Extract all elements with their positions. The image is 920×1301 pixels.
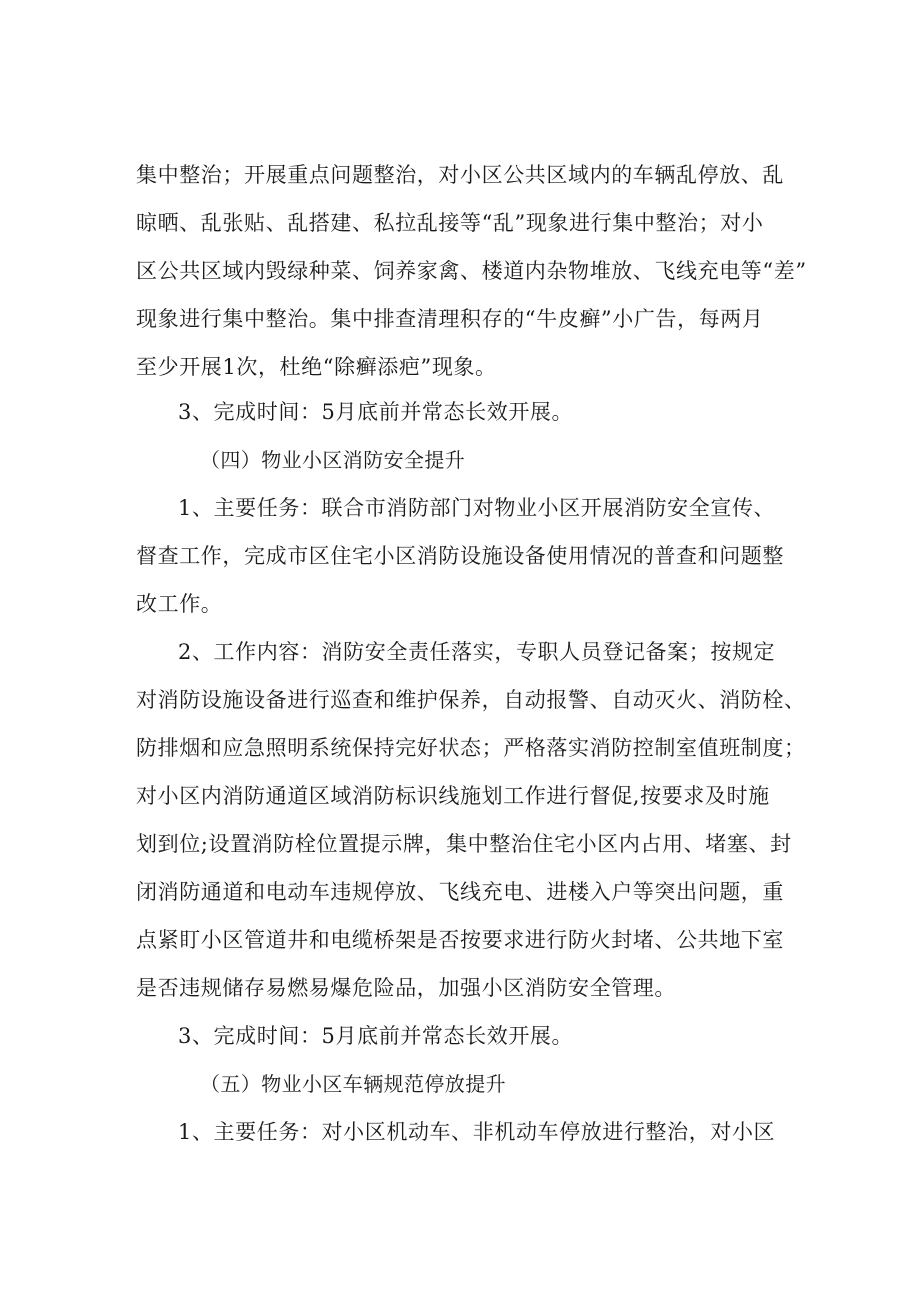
body-line: 晾晒、乱张贴、乱搭建、私拉乱接等“乱”现象进行集中整治；对小 bbox=[136, 211, 764, 235]
body-line: 闭消防通道和电动车违规停放、飞线充电、进楼入户等突出问题，重 bbox=[136, 880, 784, 904]
body-line: 防排烟和应急照明系统保持完好状态；严格落实消防控制室值班制度； bbox=[136, 736, 806, 760]
body-line: 点紧盯小区管道井和电缆桥架是否按要求进行防火封堵、公共地下室 bbox=[136, 928, 784, 952]
body-line: 3、完成时间：5月底前并常态长效开展。 bbox=[178, 400, 574, 424]
body-line: 集中整治；开展重点问题整治，对小区公共区域内的车辆乱停放、乱 bbox=[136, 163, 784, 187]
body-line: 是否违规储存易燃易爆危险品，加强小区消防安全管理。 bbox=[136, 976, 676, 1000]
body-line: 对消防设施设备进行巡查和维护保养，自动报警、自动灭火、消防栓、 bbox=[136, 688, 806, 712]
body-line: 划到位;设置消防栓位置提示牌，集中整治住宅小区内占用、堵塞、封 bbox=[136, 832, 792, 856]
body-line: 3、完成时间：5月底前并常态长效开展。 bbox=[178, 1024, 574, 1048]
body-line: 现象进行集中整治。集中排查清理积存的“牛皮癣”小广告，每两月 bbox=[136, 307, 764, 331]
body-line: 1、主要任务：对小区机动车、非机动车停放进行整治，对小区 bbox=[178, 1120, 776, 1144]
body-line: 2、工作内容：消防安全责任落实，专职人员登记备案；按规定 bbox=[178, 640, 776, 664]
body-line: 对小区内消防通道区域消防标识线施划工作进行督促,按要求及时施 bbox=[136, 784, 770, 808]
section-heading: （四）物业小区消防安全提升 bbox=[200, 448, 466, 472]
section-heading: （五）物业小区车辆规范停放提升 bbox=[200, 1072, 506, 1096]
body-line: 改工作。 bbox=[136, 592, 223, 616]
body-line: 1、主要任务：联合市消防部门对物业小区开展消防安全宣传、 bbox=[178, 496, 776, 520]
body-line: 区公共区域内毁绿种菜、饲养家禽、楼道内杂物堆放、飞线充电等“差” bbox=[136, 259, 807, 283]
body-line: 督查工作，完成市区住宅小区消防设施设备使用情况的普查和问题整 bbox=[136, 544, 784, 568]
body-line: 至少开展1次，杜绝“除癣添疤”现象。 bbox=[136, 355, 497, 379]
